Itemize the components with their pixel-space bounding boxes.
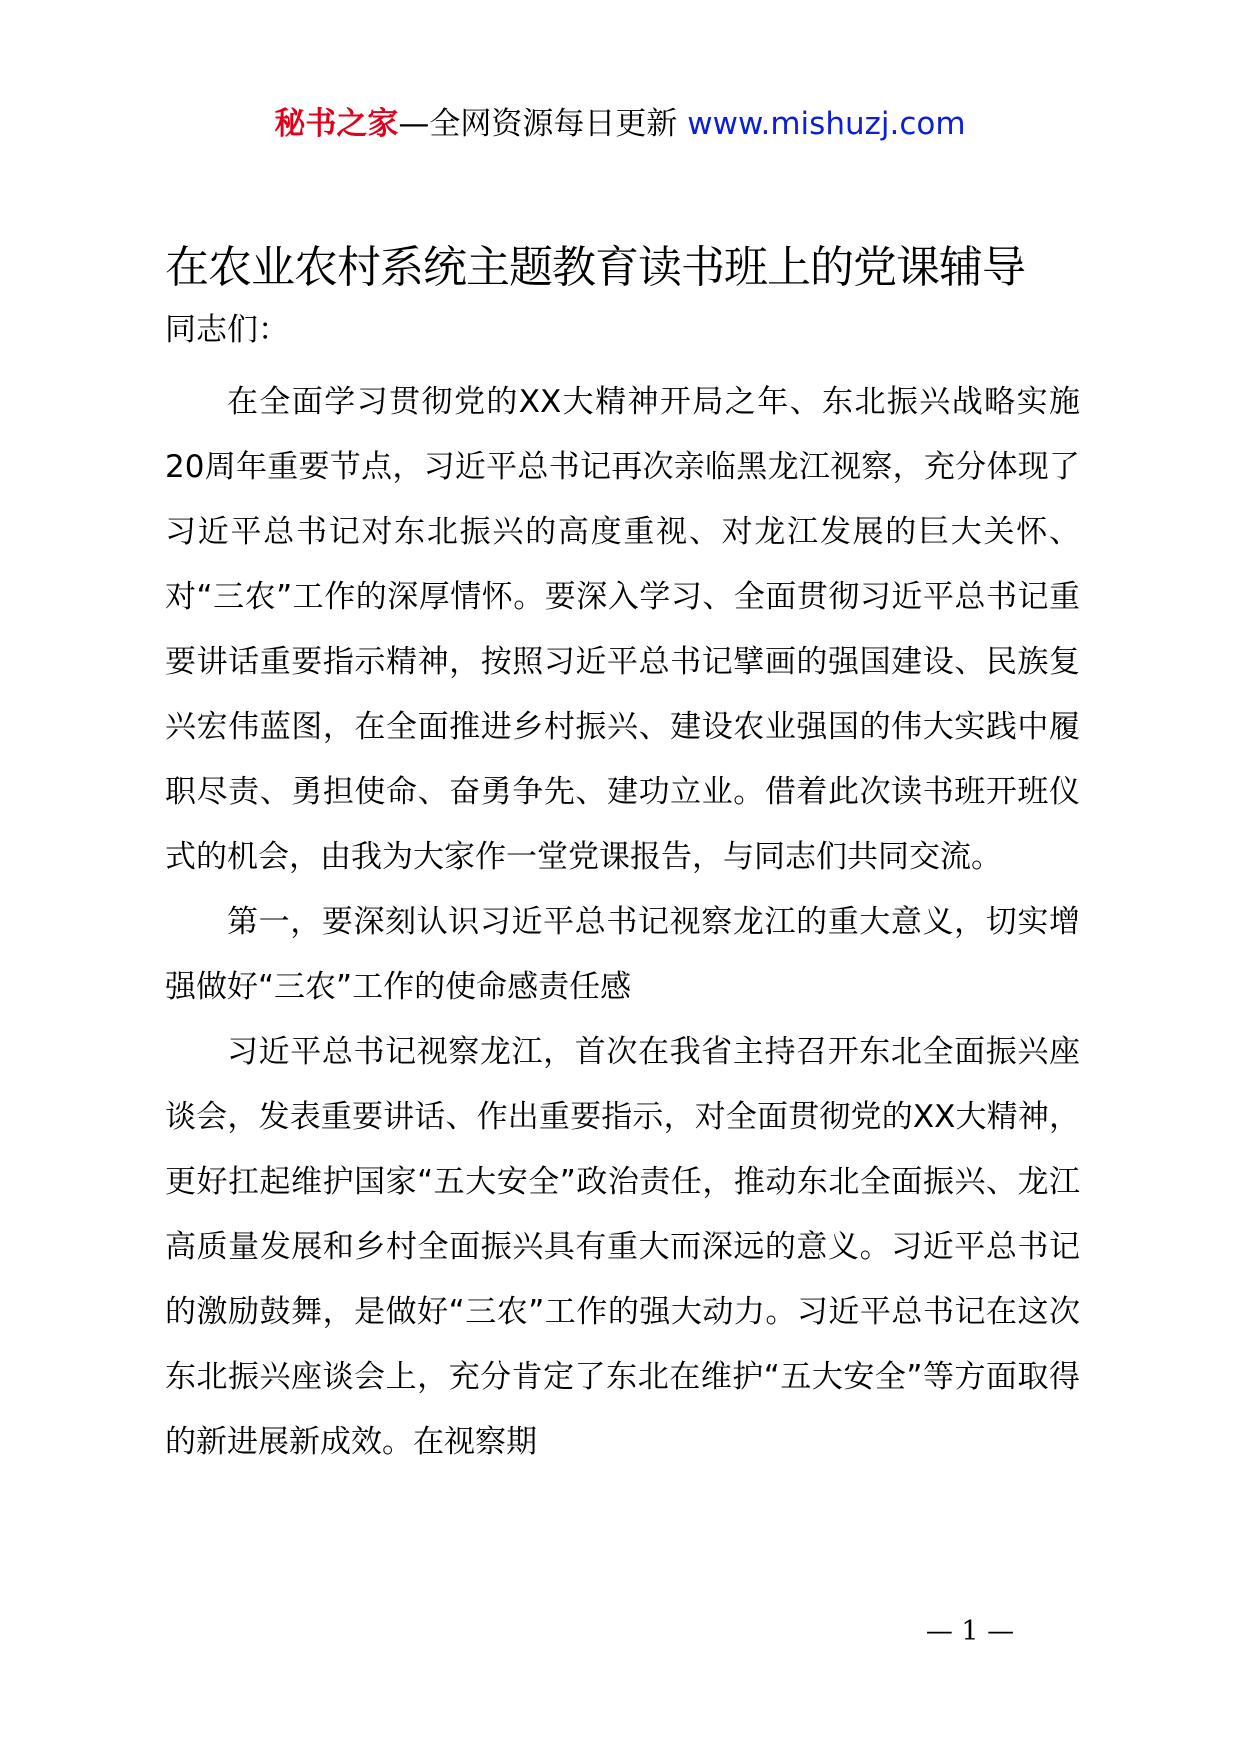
body-paragraph: 在全面学习贯彻党的XX大精神开局之年、东北振兴战略实施20周年重要节点，习近平总书记再次亲临黑龙江视察，充分体现了习近平总书记对东北振兴的高度重视、对龙江发展的巨大关怀、对“三农”工作的深厚情怀。要深入学习、全面贯彻习近平总书记重要讲话重要指示精神，按照习近平总书记擘画的强国建设、民族复兴宏伟蓝图，在全面推进乡村振兴、建设农业强国的伟大实践中履职尽责、勇担使命、奋勇争先、建功立业。借着此次读书班开班仪式的机会，由我为大家作一堂党课报告，与同志们共同交流。 xyxy=(165,384,1080,875)
brand-name: 秘书之家 xyxy=(274,106,399,142)
header-tagline: —全网资源每日更新 xyxy=(398,106,678,142)
page-number: — 1 — xyxy=(925,1616,1015,1647)
salutation: 同志们： xyxy=(165,312,289,348)
document-body xyxy=(165,370,1080,1475)
document-title: 在农业农村系统主题教育读书班上的党课辅导 xyxy=(165,242,1025,293)
site-url-link[interactable]: www.mishuzj.com xyxy=(687,106,966,142)
header-banner xyxy=(0,100,1240,148)
section-heading: 第一，要深刻认识习近平总书记视察龙江的重大意义，切实增强做好“三农”工作的使命感责任感 xyxy=(165,904,1080,1005)
body-paragraph: 习近平总书记视察龙江，首次在我省主持召开东北全面振兴座谈会，发表重要讲话、作出重要指示，对全面贯彻党的XX大精神，更好扛起维护国家“五大安全”政治责任，推动东北全面振兴、龙江高质量发展和乡村全面振兴具有重大而深远的意义。习近平总书记的激励鼓舞，是做好“三农”工作的强大动力。习近平总书记在这次东北振兴座谈会上，充分肯定了东北在维护“五大安全”等方面取得的新进展新成效。在视察期 xyxy=(165,1034,1080,1460)
